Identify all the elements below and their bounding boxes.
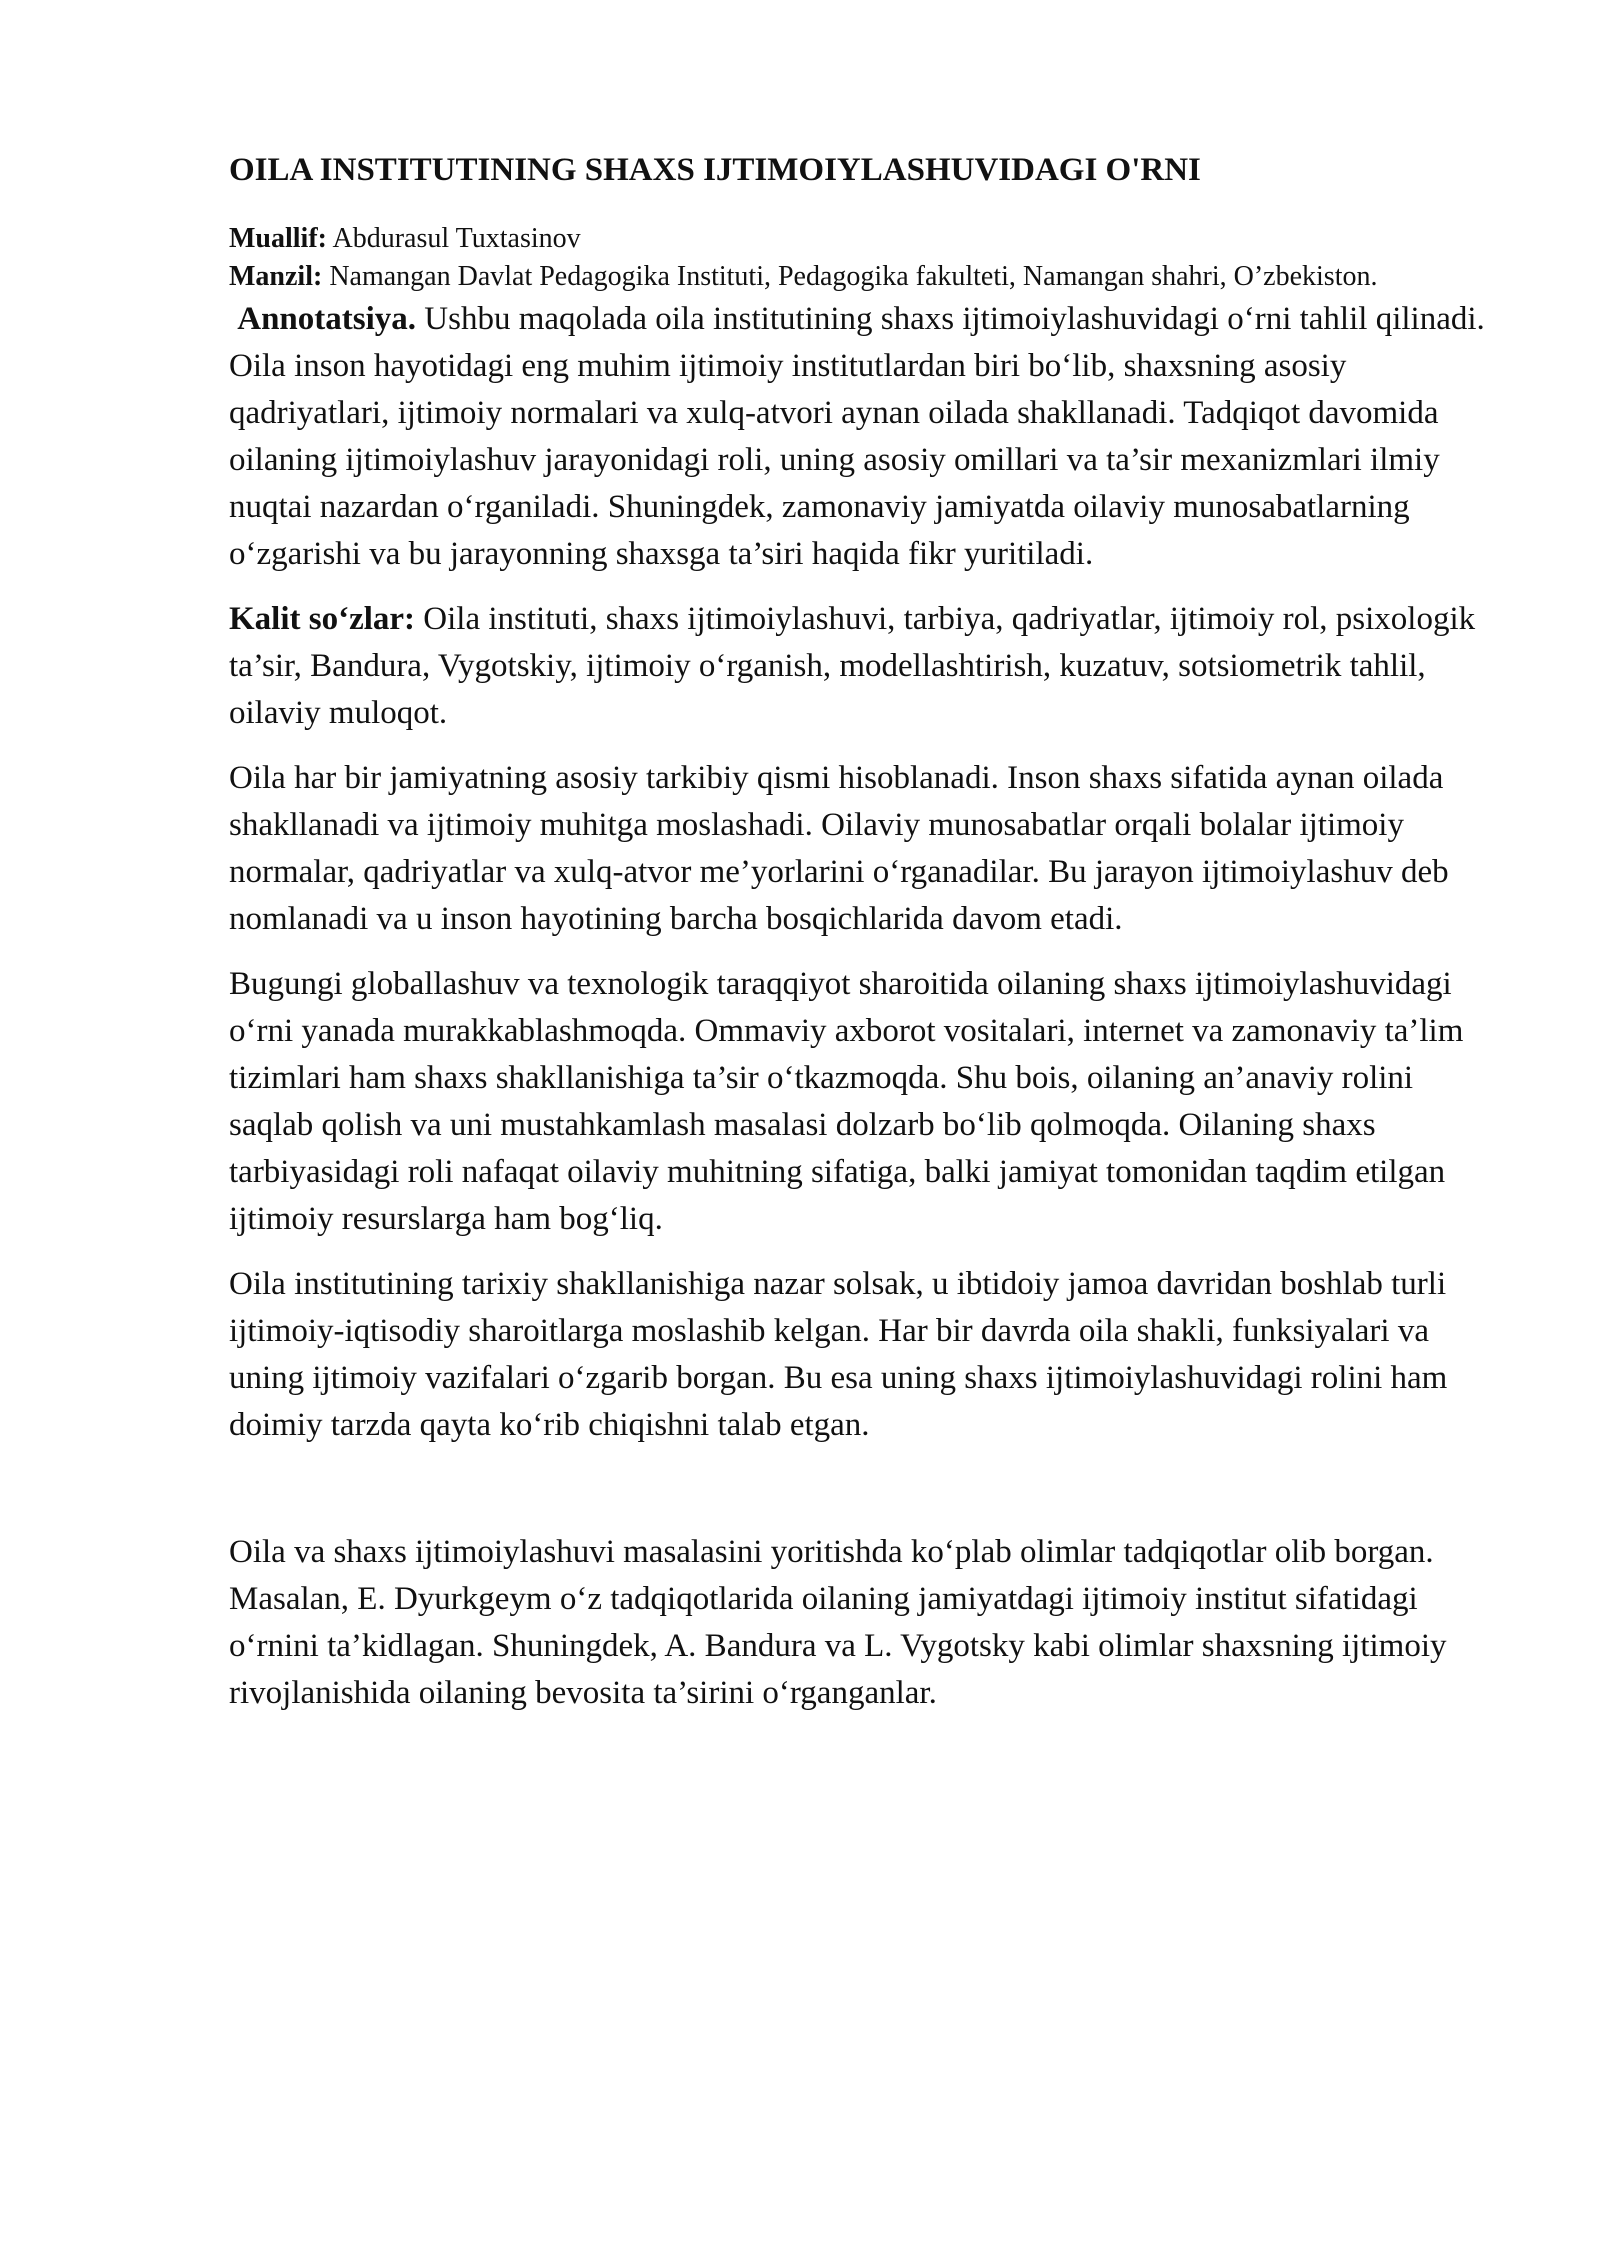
author-name: Abdurasul Tuxtasinov: [332, 223, 581, 254]
keywords-label: Kalit so‘zlar:: [229, 601, 416, 637]
document-page: [229, 150, 1499, 1735]
author-line: [229, 220, 1499, 258]
paragraph-spacer: [229, 1467, 1499, 1529]
address-label: Manzil:: [229, 261, 323, 292]
keywords-paragraph: [229, 596, 1499, 737]
body-paragraph-4: Oila va shaxs ijtimoiylashuvi masalasini yoritishda ko‘plab olimlar tadqiqotlar olib borgan. Masalan, E. Dyurkgeym o‘z tadqiqotlarida oilaning jamiyatdagi ijtimoiy institut sifatidagi o‘rnini ta’kidlagan. Shuningdek, A. Bandura va L. Vygotsky kabi olimlar shaxsning ijtimoiy rivojlanishida oilaning bevosita ta’sirini o‘rganganlar.: [229, 1534, 1447, 1711]
abstract-label: Annotatsiya.: [237, 301, 417, 337]
body-paragraph-1: Oila har bir jamiyatning asosiy tarkibiy qismi hisoblanadi. Inson shaxs sifatida aynan oilada shakllanadi va ijtimoiy muhitga moslashadi. Oilaviy munosabatlar orqali bolalar ijtimoiy normalar, qadriyatlar va xulq-atvor me’yorlarini o‘rganadilar. Bu jarayon ijtimoiylashuv deb nomlanadi va u inson hayotining barcha bosqichlarida davom etadi.: [229, 760, 1449, 937]
address-text: Namangan Davlat Pedagogika Instituti, Pedagogika fakulteti, Namangan shahri, O’zbekiston.: [329, 261, 1378, 292]
keywords-text: Oila instituti, shaxs ijtimoiylashuvi, tarbiya, qadriyatlar, ijtimoiy rol, psixologik ta’sir, Bandura, Vygotskiy, ijtimoiy o‘rganish, modellashtirish, kuzatuv, sotsiometrik tahlil, oilaviy muloqot.: [229, 601, 1476, 731]
abstract-text: Ushbu maqolada oila institutining shaxs ijtimoiylashuvidagi o‘rni tahlil qilinadi. Oila inson hayotidagi eng muhim ijtimoiy institutlardan biri bo‘lib, shaxsning asosiy qadriyatlari, ijtimoiy normalari va xulq-atvori aynan oilada shakllanadi. Tadqiqot davomida oilaning ijtimoiylashuv jarayonidagi roli, uning asosiy omillari va ta’sir mexanizmlari ilmiy nuqtai nazardan o‘rganiladi. Shuningdek, zamonaviy jamiyatda oilaviy munosabatlarning o‘zgarishi va bu jarayonning shaxsga ta’siri haqida fikr yuritiladi.: [229, 301, 1485, 572]
body-paragraph-2: Bugungi globallashuv va texnologik taraqqiyot sharoitida oilaning shaxs ijtimoiylashuvidagi o‘rni yanada murakkablashmoqda. Ommaviy axborot vositalari, internet va zamonaviy ta’lim tizimlari ham shaxs shakllanishiga ta’sir o‘tkazmoqda. Shu bois, oilaning an’anaviy rolini saqlab qolish va uni mustahkamlash masalasi dolzarb bo‘lib qolmoqda. Oilaning shaxs tarbiyasidagi roli nafaqat oilaviy muhitning sifatiga, balki jamiyat tomonidan taqdim etilgan ijtimoiy resurslarga ham bog‘liq.: [229, 966, 1464, 1237]
author-label: Muallif:: [229, 223, 327, 254]
address-line: [229, 258, 1499, 296]
abstract-paragraph: [229, 296, 1499, 578]
document-title: OILA INSTITUTINING SHAXS IJTIMOIYLASHUVIDAGI O'RNI: [229, 152, 1201, 188]
body-paragraph-3: Oila institutining tarixiy shakllanishiga nazar solsak, u ibtidoiy jamoa davridan boshlab turli ijtimoiy-iqtisodiy sharoitlarga moslashib kelgan. Har bir davrda oila shakli, funksiyalari va uning ijtimoiy vazifalari o‘zgarib borgan. Bu esa uning shaxs ijtimoiylashuvidagi rolini ham doimiy tarzda qayta ko‘rib chiqishni talab etgan.: [229, 1266, 1448, 1443]
